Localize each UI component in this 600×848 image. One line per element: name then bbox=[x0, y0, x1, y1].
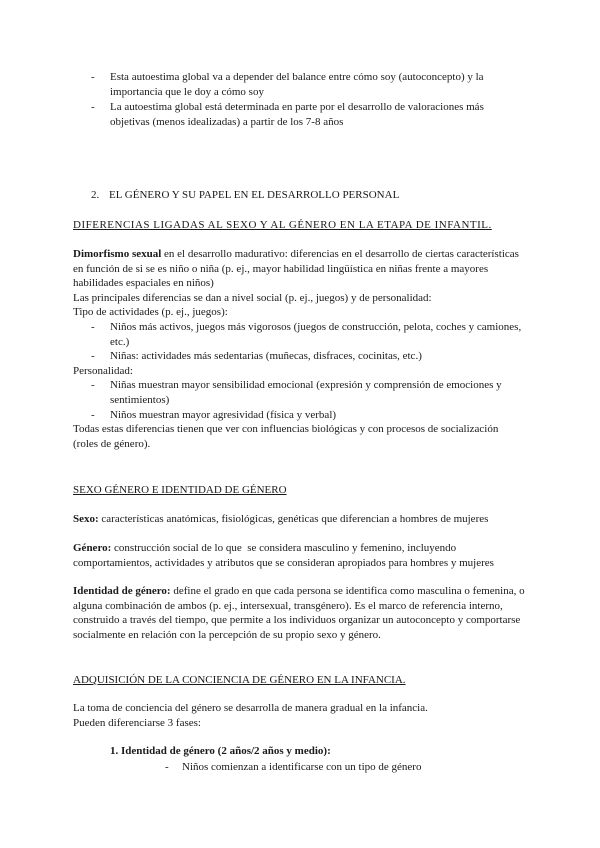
list-item bbox=[73, 100, 573, 129]
paragraph-conclusion: Todas estas diferencias tienen que ver con influencias biológicas y con procesos de socialización (roles de género). bbox=[73, 423, 499, 450]
bullet-text: Niñas muestran mayor sensibilidad emocional (expresión y comprensión de emociones y sentimientos) bbox=[110, 379, 502, 406]
bullet-text: Niños muestran mayor agresividad (física y verbal) bbox=[110, 408, 337, 421]
subheading-text: DIFERENCIAS LIGADAS AL SEXO Y AL GÉNERO EN LA ETAPA DE INFANTIL. bbox=[73, 219, 492, 231]
subheading-sexo-genero bbox=[73, 483, 573, 498]
bullet-dash: - bbox=[91, 71, 95, 83]
section-heading bbox=[73, 188, 573, 203]
bold-term: Género: bbox=[73, 542, 112, 554]
bullet-text: Niños comienzan a identificarse con un tipo de género bbox=[182, 761, 422, 774]
definition-identidad-genero bbox=[73, 584, 573, 642]
bullet-text: Niños más activos, juegos más vigorosos (juegos de construcción, pelota, coches y camiones, etc.) bbox=[110, 320, 522, 348]
bold-term: Sexo: bbox=[73, 513, 99, 525]
phase-list bbox=[73, 744, 573, 775]
subheading-diferencias bbox=[73, 218, 573, 233]
list-item bbox=[73, 408, 573, 423]
bullet-dash: - bbox=[91, 350, 95, 363]
bullet-text: La autoestima global está determinada en parte por el desarrollo de valoraciones más objetivas (menos idealizadas) a partir de los 7-8 años bbox=[110, 101, 484, 128]
section-title: EL GÉNERO Y SU PAPEL EN EL DESARROLLO PERSONAL bbox=[109, 189, 400, 201]
paragraph-text: en el desarrollo madurativo: diferencias en el desarrollo de ciertas características en función de si se es niño o niña (p. ej., mayor habilidad lingüística en niñas frente a mayores habilidades espaciales en niños) bbox=[73, 248, 519, 290]
bullet-dash: - bbox=[91, 408, 95, 421]
bullet-dash: - bbox=[165, 761, 169, 774]
bold-term: Identidad de género: bbox=[73, 585, 171, 597]
subheading-text: SEXO GÉNERO E IDENTIDAD DE GÉNERO bbox=[73, 484, 287, 496]
section-number: 2. bbox=[91, 189, 100, 201]
definition-text: define el grado en que cada persona se identifica como masculina o femenina, o alguna combinación de ambos (p. ej., intersexual, transgénero). Es el marco de referencia interno, construido a través del tiempo, que permite a los individuos organizar un autoconcepto y comportarse socialmente en relación con la percepción de su propio sexo y género. bbox=[73, 585, 525, 641]
paragraph-dimorfismo bbox=[73, 247, 573, 291]
subheading-adquisicion bbox=[73, 673, 573, 688]
intro-bullet-list bbox=[73, 70, 573, 129]
list-item bbox=[73, 349, 573, 364]
bold-term: Dimorfismo sexual bbox=[73, 248, 162, 260]
diferencias-body bbox=[73, 247, 573, 451]
label-actividades: Tipo de actividades (p. ej., juegos): bbox=[73, 306, 228, 319]
phase-title: 1. Identidad de género (2 años/2 años y medio): bbox=[110, 745, 331, 757]
paragraph-principales: Las principales diferencias se dan a nivel social (p. ej., juegos) y de personalidad: bbox=[73, 291, 432, 304]
bullet-text: Esta autoestima global va a depender del balance entre cómo soy (autoconcepto) y la importancia que le doy a cómo soy bbox=[110, 71, 484, 98]
list-item bbox=[73, 320, 573, 349]
list-item bbox=[73, 70, 573, 99]
definition-sexo bbox=[73, 512, 573, 527]
list-item bbox=[73, 378, 573, 407]
bullet-text: Niñas: actividades más sedentarias (muñecas, disfraces, cocinitas, etc.) bbox=[110, 350, 422, 363]
definition-text: construcción social de lo que se considera masculino y femenino, incluyendo comportamientos, actividades y atributos que se consideran apropiados para hombres y mujeres bbox=[73, 542, 494, 569]
bullet-dash: - bbox=[91, 379, 95, 392]
subheading-text: ADQUISICIÓN DE LA CONCIENCIA DE GÉNERO EN LA INFANCIA. bbox=[73, 674, 406, 686]
bullet-dash: - bbox=[91, 101, 95, 114]
label-personalidad: Personalidad: bbox=[73, 364, 133, 377]
definition-genero bbox=[73, 541, 573, 570]
list-item bbox=[73, 760, 573, 775]
definition-text: características anatómicas, fisiológicas, genéticas que diferencian a hombres de mujeres bbox=[98, 513, 489, 525]
paragraph-adquisicion-intro: La toma de conciencia del género se desarrolla de manera gradual en la infancia. Pueden diferenciarse 3 fases: bbox=[73, 702, 428, 729]
bullet-dash: - bbox=[91, 320, 95, 333]
